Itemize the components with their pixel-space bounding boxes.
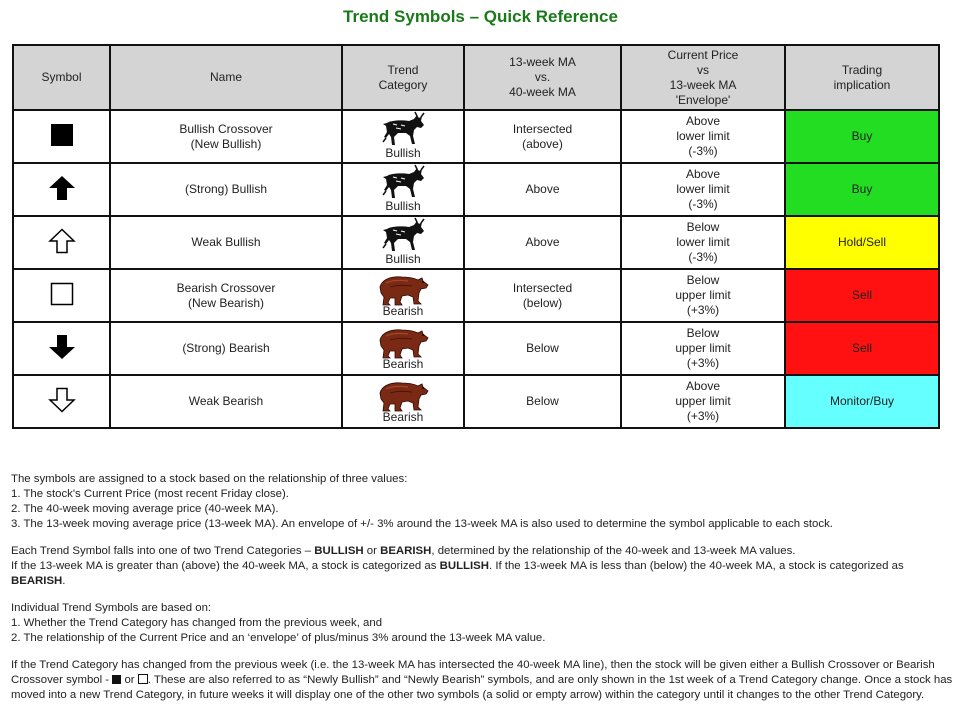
header-implication: Trading implication — [785, 45, 939, 110]
header-symbol: Symbol — [13, 45, 110, 110]
notes-paragraph-crossover: If the Trend Category has changed from the previous week (i.e. the 13-week MA has intersected the 40-week MA line), then the stock will be given either a Bullish Crossover or Bearish Crossover symbol - or . These are also referred to as “Newly Bullish” and “Newly Bearish” symbols, and are only shown in the 1st week of a Trend Category change. Once a stock has moved into a new Trend Category, in future weeks it will display one of the other two symbols (a solid or empty arrow) within the category until it changes to the other Trend Category. — [11, 659, 953, 701]
bull-icon — [381, 164, 425, 202]
header-ma-compare: 13-week MA vs. 40-week MA — [464, 45, 621, 110]
solid-down-arrow-icon — [48, 334, 76, 360]
table-row: Weak Bearish Bearish Below Above upper limit (+3%) Monitor/Buy — [13, 375, 939, 428]
table-row: Bullish Crossover (New Bullish) Bullish Intersected (above) Above lower limit (-3%) Buy — [13, 110, 939, 163]
empty-up-arrow-icon — [48, 228, 76, 254]
solid-up-arrow-icon — [48, 175, 76, 201]
implication-cell: Sell — [785, 269, 939, 322]
table-row: Weak Bullish Bullish Above Below lower limit (-3%) Hold/Sell — [13, 216, 939, 269]
page-title: Trend Symbols – Quick Reference — [343, 7, 618, 26]
bear-icon — [376, 324, 430, 360]
bear-icon — [376, 377, 430, 413]
bull-icon — [381, 111, 425, 149]
solid-square-icon — [50, 123, 74, 147]
notes-paragraph-values: The symbols are assigned to a stock based on the relationship of three values: 1. The stock's Current Price (most recent Friday close). 2. The 40-week moving average price (40-week MA). 3. The 13-week moving average price (13-week MA). An envelope of +/- 3% around the 13-week MA is also used to determine the symbol applicable to each stock. — [11, 473, 833, 530]
notes-paragraph-symbols: Individual Trend Symbols are based on: 1. Whether the Trend Category has changed from the previous week, and 2. The relationship of the Current Price and an ‘envelope’ of plus/minus 3% around the 13-week MA value. — [11, 602, 546, 644]
implication-cell: Monitor/Buy — [785, 375, 939, 428]
solid-square-icon — [112, 675, 121, 684]
header-category: Trend Category — [342, 45, 464, 110]
implication-cell: Hold/Sell — [785, 216, 939, 269]
implication-cell: Sell — [785, 322, 939, 375]
table-row: Bearish Crossover (New Bearish) Bearish Intersected (below) Below upper limit (+3%) Sell — [13, 269, 939, 322]
bull-icon — [381, 217, 425, 255]
trend-symbols-table — [12, 44, 940, 429]
empty-square-icon — [138, 674, 148, 684]
bear-icon — [376, 271, 430, 307]
notes-paragraph-categories: Each Trend Symbol falls into one of two Trend Categories – BULLISH or BEARISH, determined by the relationship of the 40-week and 13-week MA values. If the 13-week MA is greater than (above) the 40-week MA, a stock is categorized as BULLISH. If the 13-week MA is less than (below) the 40-week MA, a stock is categorized as BEARISH. — [11, 545, 904, 587]
table-row: (Strong) Bearish Bearish Below Below upper limit (+3%) Sell — [13, 322, 939, 375]
header-envelope: Current Price vs 13-week MA 'Envelope' — [621, 45, 785, 110]
empty-square-icon — [50, 282, 74, 306]
table-row: (Strong) Bullish Bullish Above Above lower limit (-3%) Buy — [13, 163, 939, 216]
implication-cell: Buy — [785, 163, 939, 216]
table-header-row — [13, 45, 939, 110]
implication-cell: Buy — [785, 110, 939, 163]
empty-down-arrow-icon — [48, 387, 76, 413]
notes-section — [11, 472, 956, 715]
header-name: Name — [110, 45, 342, 110]
